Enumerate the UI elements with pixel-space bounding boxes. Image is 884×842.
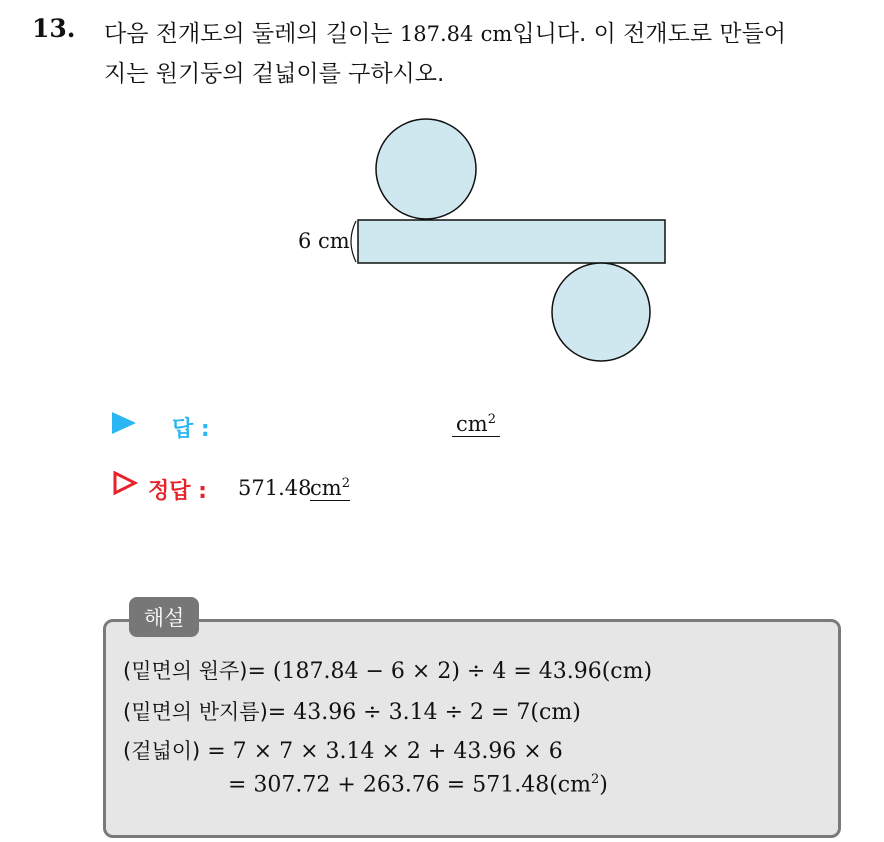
answer-unit[interactable] <box>452 412 500 437</box>
correct-answer-label: 정답 : <box>148 479 207 504</box>
solution-tag: 해설 <box>129 597 199 637</box>
solution-line-1-term: (밑면의 원주) <box>123 659 248 683</box>
solution-line-4-close: ) <box>599 772 608 798</box>
bottom-base-circle <box>552 263 650 361</box>
solution-line-4 <box>228 772 608 797</box>
play-arrow-icon <box>112 412 136 434</box>
correct-answer-row <box>112 472 350 504</box>
solution-line-1-expr: = (187.84 − 6 × 2) ÷ 4 = 43.96(cm) <box>247 659 653 684</box>
question-number: 13. <box>32 14 76 43</box>
solution-line-3-term: (겉넓이) <box>123 739 201 763</box>
correct-unit-text: cm <box>310 476 342 500</box>
answer-unit-text: cm <box>456 412 488 436</box>
height-label: 6 cm <box>298 229 350 253</box>
answer-label: 답 : <box>172 417 210 442</box>
solution-line-4-exponent: 2 <box>590 772 600 787</box>
solution-line-1 <box>123 655 652 685</box>
solution-line-2 <box>123 696 581 726</box>
top-base-circle <box>376 119 476 219</box>
answer-row <box>112 410 496 442</box>
solution-box <box>103 619 841 838</box>
solution-line-2-expr: = 43.96 ÷ 3.14 ÷ 2 = 7(cm) <box>267 700 581 725</box>
question-text-pre: 다음 전개도의 둘레의 길이는 <box>104 21 400 47</box>
solution-line-4-expr: = 307.72 + 263.76 = 571.48(cm <box>228 772 591 798</box>
perimeter-value: 187.84 <box>399 22 474 46</box>
solution-line-2-term: (밑면의 반지름) <box>123 700 268 724</box>
solution-line-3-expr: = 7 × 7 × 3.14 × 2 + 43.96 × 6 <box>200 739 563 764</box>
correct-answer-unit <box>310 476 350 501</box>
cylinder-net-figure <box>0 0 884 400</box>
question-text-post: 입니다. 이 전개도로 만들어 <box>512 21 787 47</box>
answer-unit-exponent: 2 <box>487 412 496 427</box>
side-rectangle <box>358 220 665 263</box>
solution-line-3 <box>123 735 563 765</box>
perimeter-unit: cm <box>480 22 513 46</box>
correct-answer-value: 571.48 <box>238 476 312 500</box>
height-brace <box>351 221 356 262</box>
correct-unit-exponent: 2 <box>341 476 350 491</box>
question-text-line-2: 지는 원기둥의 겉넓이를 구하시오. <box>104 61 445 87</box>
outline-play-arrow-icon <box>112 470 138 496</box>
